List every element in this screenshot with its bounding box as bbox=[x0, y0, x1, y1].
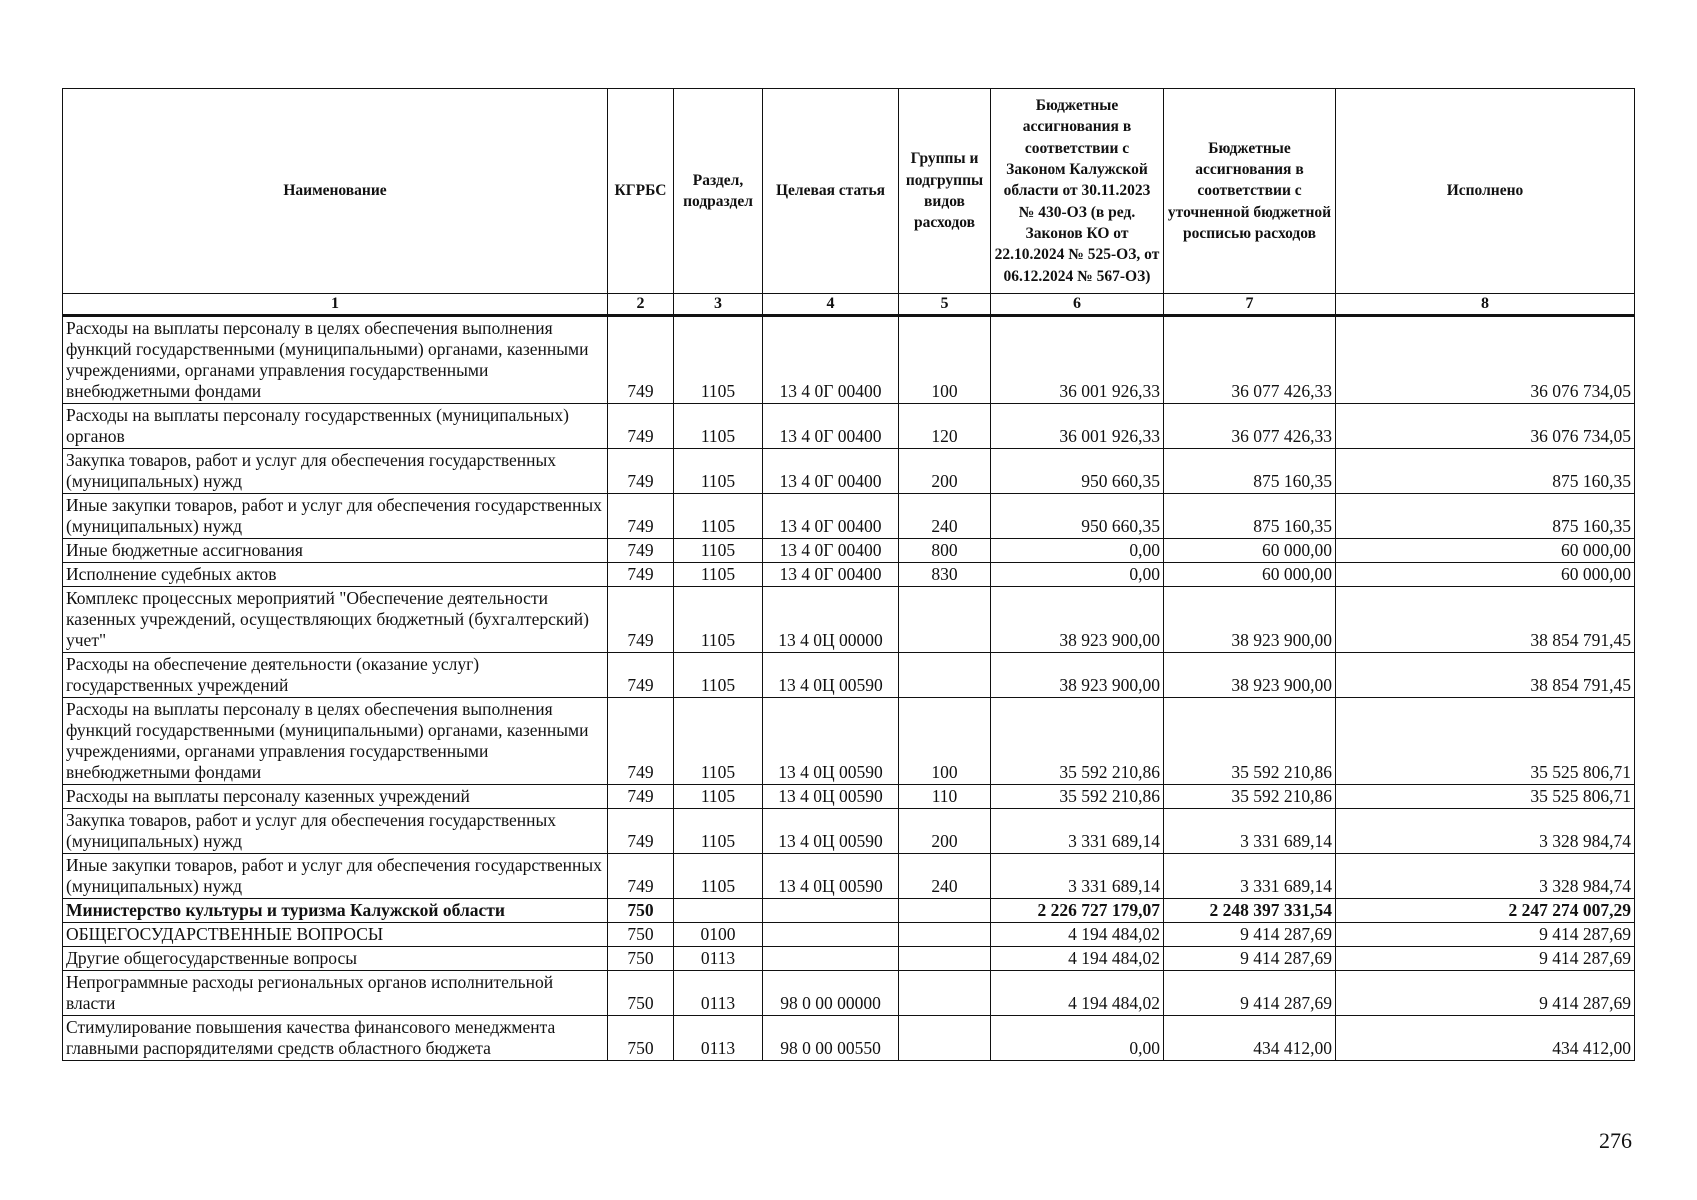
row-kgrbs: 749 bbox=[608, 809, 674, 854]
row-target-article: 13 4 0Г 00400 bbox=[763, 449, 899, 494]
row-kgrbs: 749 bbox=[608, 854, 674, 899]
row-revised-allocation: 875 160,35 bbox=[1164, 449, 1336, 494]
row-section: 1105 bbox=[674, 653, 763, 698]
row-law-allocation: 35 592 210,86 bbox=[991, 785, 1164, 809]
row-section: 1105 bbox=[674, 698, 763, 785]
row-executed: 36 076 734,05 bbox=[1336, 316, 1635, 404]
row-revised-allocation: 60 000,00 bbox=[1164, 563, 1336, 587]
row-executed: 3 328 984,74 bbox=[1336, 854, 1635, 899]
row-expense-group bbox=[899, 923, 991, 947]
table-row bbox=[63, 494, 1635, 539]
row-executed: 3 328 984,74 bbox=[1336, 809, 1635, 854]
row-section: 0113 bbox=[674, 1016, 763, 1061]
row-revised-allocation: 35 592 210,86 bbox=[1164, 785, 1336, 809]
row-target-article: 13 4 0Ц 00590 bbox=[763, 785, 899, 809]
row-name: Расходы на выплаты персоналу государственных (муниципальных) органов bbox=[63, 404, 608, 449]
row-name: Закупка товаров, работ и услуг для обеспечения государственных (муниципальных) нужд bbox=[63, 809, 608, 854]
row-kgrbs: 749 bbox=[608, 653, 674, 698]
row-section: 0100 bbox=[674, 923, 763, 947]
table-row bbox=[63, 785, 1635, 809]
row-expense-group: 120 bbox=[899, 404, 991, 449]
row-kgrbs: 749 bbox=[608, 539, 674, 563]
page-number: 276 bbox=[1599, 1128, 1632, 1153]
row-section: 1105 bbox=[674, 449, 763, 494]
row-kgrbs: 749 bbox=[608, 698, 674, 785]
row-executed: 9 414 287,69 bbox=[1336, 947, 1635, 971]
column-number: 1 bbox=[63, 294, 608, 316]
row-revised-allocation: 3 331 689,14 bbox=[1164, 854, 1336, 899]
row-kgrbs: 750 bbox=[608, 1016, 674, 1061]
row-kgrbs: 750 bbox=[608, 923, 674, 947]
row-section: 1105 bbox=[674, 539, 763, 563]
row-law-allocation: 2 226 727 179,07 bbox=[991, 899, 1164, 923]
row-expense-group bbox=[899, 947, 991, 971]
row-name: Иные бюджетные ассигнования bbox=[63, 539, 608, 563]
row-name: Иные закупки товаров, работ и услуг для обеспечения государственных (муниципальных) нужд bbox=[63, 494, 608, 539]
row-target-article: 13 4 0Г 00400 bbox=[763, 539, 899, 563]
row-law-allocation: 0,00 bbox=[991, 563, 1164, 587]
row-expense-group: 800 bbox=[899, 539, 991, 563]
row-executed: 875 160,35 bbox=[1336, 494, 1635, 539]
table-row bbox=[63, 1016, 1635, 1061]
row-name: Расходы на выплаты персоналу в целях обеспечения выполнения функций государственными (муниципальными) органами, казенными учреждениями, органами управления государственными внебюджетными фондами bbox=[63, 316, 608, 404]
row-law-allocation: 4 194 484,02 bbox=[991, 923, 1164, 947]
row-section bbox=[674, 899, 763, 923]
column-number: 3 bbox=[674, 294, 763, 316]
row-revised-allocation: 36 077 426,33 bbox=[1164, 316, 1336, 404]
row-law-allocation: 35 592 210,86 bbox=[991, 698, 1164, 785]
row-executed: 9 414 287,69 bbox=[1336, 923, 1635, 947]
row-target-article: 13 4 0Г 00400 bbox=[763, 404, 899, 449]
row-expense-group: 100 bbox=[899, 316, 991, 404]
row-target-article: 13 4 0Ц 00590 bbox=[763, 698, 899, 785]
header-executed: Исполнено bbox=[1336, 89, 1635, 294]
table-row bbox=[63, 653, 1635, 698]
table-row bbox=[63, 587, 1635, 653]
row-executed: 35 525 806,71 bbox=[1336, 698, 1635, 785]
row-target-article: 98 0 00 00550 bbox=[763, 1016, 899, 1061]
table-row bbox=[63, 698, 1635, 785]
row-revised-allocation: 875 160,35 bbox=[1164, 494, 1336, 539]
header-target-article: Целевая статья bbox=[763, 89, 899, 294]
row-expense-group: 200 bbox=[899, 449, 991, 494]
row-revised-allocation: 3 331 689,14 bbox=[1164, 809, 1336, 854]
row-law-allocation: 4 194 484,02 bbox=[991, 971, 1164, 1016]
row-law-allocation: 0,00 bbox=[991, 539, 1164, 563]
column-number: 5 bbox=[899, 294, 991, 316]
row-name: Комплекс процессных мероприятий "Обеспечение деятельности казенных учреждений, осуществляющих бюджетный (бухгалтерский) учет" bbox=[63, 587, 608, 653]
row-target-article: 98 0 00 00000 bbox=[763, 971, 899, 1016]
row-name: Расходы на обеспечение деятельности (оказание услуг) государственных учреждений bbox=[63, 653, 608, 698]
table-row bbox=[63, 971, 1635, 1016]
row-expense-group: 240 bbox=[899, 494, 991, 539]
table-row bbox=[63, 539, 1635, 563]
table-row bbox=[63, 316, 1635, 404]
row-section: 1105 bbox=[674, 587, 763, 653]
header-name: Наименование bbox=[63, 89, 608, 294]
column-number: 4 bbox=[763, 294, 899, 316]
row-section: 1105 bbox=[674, 809, 763, 854]
row-target-article bbox=[763, 899, 899, 923]
table-row bbox=[63, 899, 1635, 923]
row-section: 0113 bbox=[674, 971, 763, 1016]
row-law-allocation: 950 660,35 bbox=[991, 449, 1164, 494]
table-row bbox=[63, 404, 1635, 449]
row-kgrbs: 749 bbox=[608, 449, 674, 494]
budget-document bbox=[62, 88, 1634, 1061]
column-number: 8 bbox=[1336, 294, 1635, 316]
row-law-allocation: 36 001 926,33 bbox=[991, 404, 1164, 449]
row-revised-allocation: 36 077 426,33 bbox=[1164, 404, 1336, 449]
row-expense-group bbox=[899, 587, 991, 653]
header-revised-allocations: Бюджетные ассигнования в соответствии с уточненной бюджетной росписью расходов bbox=[1164, 89, 1336, 294]
row-executed: 60 000,00 bbox=[1336, 563, 1635, 587]
row-revised-allocation: 434 412,00 bbox=[1164, 1016, 1336, 1061]
row-revised-allocation: 9 414 287,69 bbox=[1164, 971, 1336, 1016]
header-row bbox=[63, 89, 1635, 294]
row-revised-allocation: 38 923 900,00 bbox=[1164, 653, 1336, 698]
header-kgrbs: КГРБС bbox=[608, 89, 674, 294]
row-law-allocation: 0,00 bbox=[991, 1016, 1164, 1061]
column-number: 2 bbox=[608, 294, 674, 316]
table-row bbox=[63, 854, 1635, 899]
row-executed: 434 412,00 bbox=[1336, 1016, 1635, 1061]
row-law-allocation: 3 331 689,14 bbox=[991, 854, 1164, 899]
row-name: Непрограммные расходы региональных органов исполнительной власти bbox=[63, 971, 608, 1016]
row-target-article: 13 4 0Г 00400 bbox=[763, 563, 899, 587]
row-kgrbs: 750 bbox=[608, 947, 674, 971]
row-target-article: 13 4 0Ц 00590 bbox=[763, 809, 899, 854]
row-section: 1105 bbox=[674, 563, 763, 587]
table-row bbox=[63, 923, 1635, 947]
row-law-allocation: 3 331 689,14 bbox=[991, 809, 1164, 854]
row-revised-allocation: 2 248 397 331,54 bbox=[1164, 899, 1336, 923]
row-expense-group: 830 bbox=[899, 563, 991, 587]
row-kgrbs: 749 bbox=[608, 316, 674, 404]
row-executed: 2 247 274 007,29 bbox=[1336, 899, 1635, 923]
row-section: 1105 bbox=[674, 316, 763, 404]
row-expense-group bbox=[899, 899, 991, 923]
row-name: Иные закупки товаров, работ и услуг для обеспечения государственных (муниципальных) нужд bbox=[63, 854, 608, 899]
header-expense-groups: Группы и подгруппы видов расходов bbox=[899, 89, 991, 294]
table-row bbox=[63, 563, 1635, 587]
row-kgrbs: 750 bbox=[608, 971, 674, 1016]
row-expense-group bbox=[899, 653, 991, 698]
table-row bbox=[63, 449, 1635, 494]
row-revised-allocation: 9 414 287,69 bbox=[1164, 923, 1336, 947]
row-name: Стимулирование повышения качества финансового менеджмента главными распорядителями средств областного бюджета bbox=[63, 1016, 608, 1061]
row-target-article bbox=[763, 923, 899, 947]
row-name: Другие общегосударственные вопросы bbox=[63, 947, 608, 971]
row-executed: 35 525 806,71 bbox=[1336, 785, 1635, 809]
row-target-article bbox=[763, 947, 899, 971]
row-name: ОБЩЕГОСУДАРСТВЕННЫЕ ВОПРОСЫ bbox=[63, 923, 608, 947]
row-kgrbs: 749 bbox=[608, 563, 674, 587]
row-section: 0113 bbox=[674, 947, 763, 971]
column-number-row bbox=[63, 294, 1635, 316]
row-revised-allocation: 35 592 210,86 bbox=[1164, 698, 1336, 785]
row-target-article: 13 4 0Ц 00590 bbox=[763, 653, 899, 698]
row-law-allocation: 36 001 926,33 bbox=[991, 316, 1164, 404]
row-section: 1105 bbox=[674, 854, 763, 899]
row-law-allocation: 38 923 900,00 bbox=[991, 587, 1164, 653]
header-law-allocations: Бюджетные ассигнования в соответствии с Законом Калужской области от 30.11.2023 № 430-ОЗ (в ред. Законов КО от 22.10.2024 № 525-ОЗ, от 06.12.2024 № 567-ОЗ) bbox=[991, 89, 1164, 294]
row-expense-group bbox=[899, 971, 991, 1016]
table-row bbox=[63, 947, 1635, 971]
row-kgrbs: 750 bbox=[608, 899, 674, 923]
row-target-article: 13 4 0Ц 00590 bbox=[763, 854, 899, 899]
row-target-article: 13 4 0Ц 00000 bbox=[763, 587, 899, 653]
row-revised-allocation: 9 414 287,69 bbox=[1164, 947, 1336, 971]
row-name: Исполнение судебных актов bbox=[63, 563, 608, 587]
row-revised-allocation: 38 923 900,00 bbox=[1164, 587, 1336, 653]
row-name: Расходы на выплаты персоналу казенных учреждений bbox=[63, 785, 608, 809]
row-name: Министерство культуры и туризма Калужской области bbox=[63, 899, 608, 923]
row-kgrbs: 749 bbox=[608, 587, 674, 653]
row-kgrbs: 749 bbox=[608, 785, 674, 809]
row-executed: 9 414 287,69 bbox=[1336, 971, 1635, 1016]
row-expense-group: 200 bbox=[899, 809, 991, 854]
row-target-article: 13 4 0Г 00400 bbox=[763, 494, 899, 539]
row-law-allocation: 4 194 484,02 bbox=[991, 947, 1164, 971]
row-law-allocation: 38 923 900,00 bbox=[991, 653, 1164, 698]
row-section: 1105 bbox=[674, 404, 763, 449]
row-expense-group: 110 bbox=[899, 785, 991, 809]
row-section: 1105 bbox=[674, 785, 763, 809]
row-law-allocation: 950 660,35 bbox=[991, 494, 1164, 539]
header-section: Раздел, подраздел bbox=[674, 89, 763, 294]
row-section: 1105 bbox=[674, 494, 763, 539]
column-number: 6 bbox=[991, 294, 1164, 316]
table-row bbox=[63, 809, 1635, 854]
row-kgrbs: 749 bbox=[608, 494, 674, 539]
row-executed: 36 076 734,05 bbox=[1336, 404, 1635, 449]
table-body bbox=[63, 316, 1635, 1061]
row-name: Расходы на выплаты персоналу в целях обеспечения выполнения функций государственными (муниципальными) органами, казенными учреждениями, органами управления государственными внебюджетными фондами bbox=[63, 698, 608, 785]
row-expense-group: 240 bbox=[899, 854, 991, 899]
row-executed: 60 000,00 bbox=[1336, 539, 1635, 563]
budget-table bbox=[62, 88, 1635, 1061]
row-target-article: 13 4 0Г 00400 bbox=[763, 316, 899, 404]
row-expense-group bbox=[899, 1016, 991, 1061]
row-revised-allocation: 60 000,00 bbox=[1164, 539, 1336, 563]
row-executed: 38 854 791,45 bbox=[1336, 587, 1635, 653]
row-expense-group: 100 bbox=[899, 698, 991, 785]
row-executed: 875 160,35 bbox=[1336, 449, 1635, 494]
row-executed: 38 854 791,45 bbox=[1336, 653, 1635, 698]
column-number: 7 bbox=[1164, 294, 1336, 316]
row-name: Закупка товаров, работ и услуг для обеспечения государственных (муниципальных) нужд bbox=[63, 449, 608, 494]
row-kgrbs: 749 bbox=[608, 404, 674, 449]
